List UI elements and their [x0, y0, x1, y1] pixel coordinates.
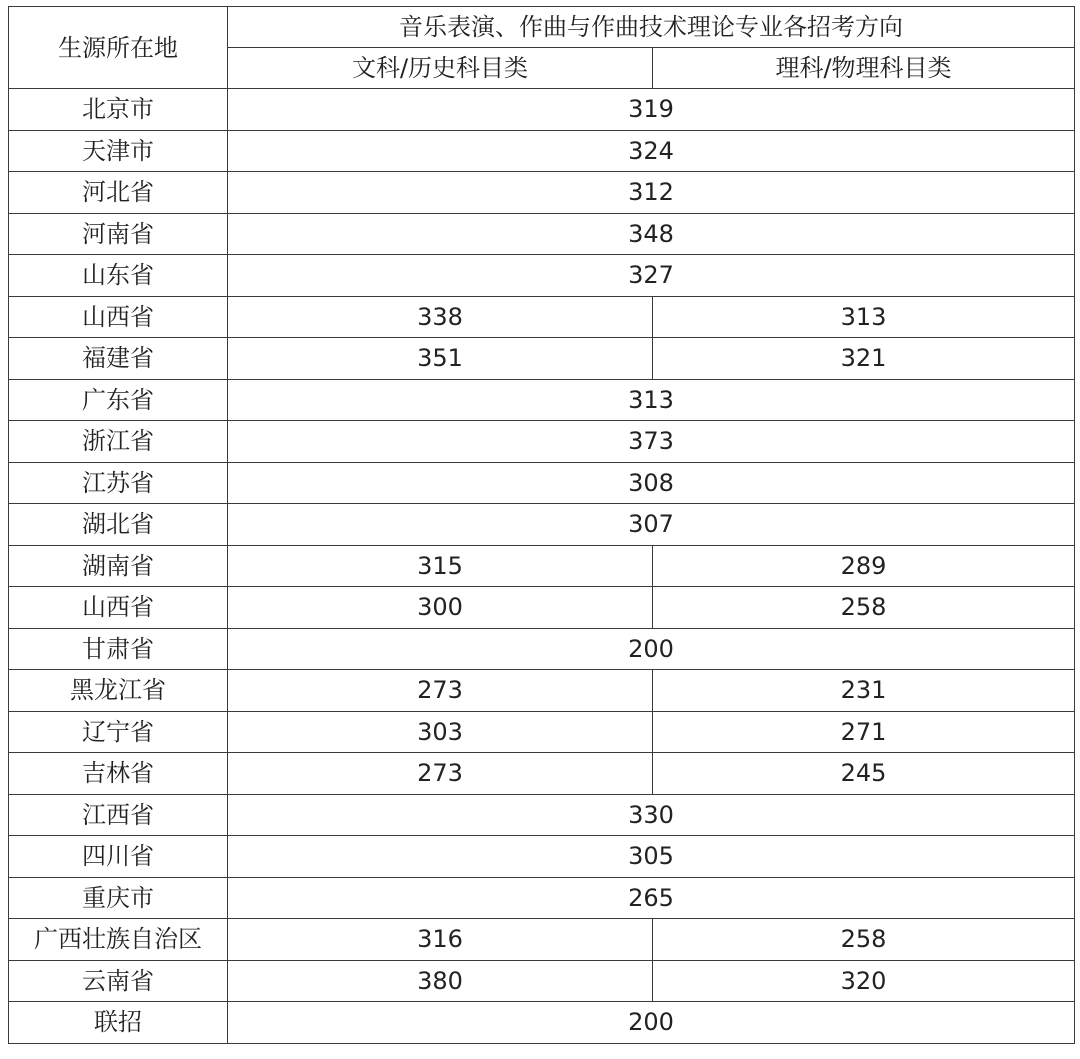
arts-column-header: 文科/历史科目类	[228, 48, 653, 89]
region-cell: 河北省	[9, 172, 228, 214]
table-row	[9, 545, 1075, 587]
region-cell: 浙江省	[9, 421, 228, 463]
table-row	[9, 89, 1075, 131]
science-score-cell: 289	[653, 545, 1075, 587]
region-cell: 河南省	[9, 213, 228, 255]
table-row	[9, 130, 1075, 172]
arts-score-cell: 303	[228, 711, 653, 753]
table-row	[9, 670, 1075, 712]
table-row	[9, 504, 1075, 546]
science-score-cell: 258	[653, 587, 1075, 629]
table-row	[9, 172, 1075, 214]
region-column-header: 生源所在地	[9, 7, 228, 89]
combined-score-cell: 307	[228, 504, 1075, 546]
combined-score-cell: 330	[228, 794, 1075, 836]
score-table	[8, 6, 1075, 1044]
science-score-cell: 271	[653, 711, 1075, 753]
combined-score-cell: 200	[228, 628, 1075, 670]
region-cell: 山东省	[9, 255, 228, 297]
region-cell: 湖北省	[9, 504, 228, 546]
table-row	[9, 960, 1075, 1002]
combined-score-cell: 324	[228, 130, 1075, 172]
table-row	[9, 711, 1075, 753]
combined-score-cell: 348	[228, 213, 1075, 255]
table-header	[9, 7, 1075, 89]
region-cell: 四川省	[9, 836, 228, 878]
combined-score-cell: 319	[228, 89, 1075, 131]
table-row	[9, 338, 1075, 380]
combined-score-cell: 312	[228, 172, 1075, 214]
arts-score-cell: 380	[228, 960, 653, 1002]
arts-score-cell: 300	[228, 587, 653, 629]
science-score-cell: 258	[653, 919, 1075, 961]
table-row	[9, 836, 1075, 878]
table-body	[9, 89, 1075, 1044]
region-cell: 北京市	[9, 89, 228, 131]
region-cell: 广东省	[9, 379, 228, 421]
region-cell: 甘肃省	[9, 628, 228, 670]
region-cell: 吉林省	[9, 753, 228, 795]
table-row	[9, 462, 1075, 504]
table-row	[9, 421, 1075, 463]
group-column-header: 音乐表演、作曲与作曲技术理论专业各招考方向	[228, 7, 1075, 48]
arts-score-cell: 316	[228, 919, 653, 961]
arts-score-cell: 351	[228, 338, 653, 380]
region-cell: 江苏省	[9, 462, 228, 504]
region-cell: 云南省	[9, 960, 228, 1002]
region-cell: 广西壮族自治区	[9, 919, 228, 961]
arts-score-cell: 315	[228, 545, 653, 587]
header-row-top	[9, 7, 1075, 48]
table-row	[9, 877, 1075, 919]
region-cell: 福建省	[9, 338, 228, 380]
region-cell: 山西省	[9, 587, 228, 629]
region-cell: 辽宁省	[9, 711, 228, 753]
table-row	[9, 255, 1075, 297]
table-row	[9, 794, 1075, 836]
arts-score-cell: 273	[228, 753, 653, 795]
region-cell: 山西省	[9, 296, 228, 338]
combined-score-cell: 200	[228, 1002, 1075, 1044]
arts-score-cell: 338	[228, 296, 653, 338]
science-score-cell: 231	[653, 670, 1075, 712]
table-row	[9, 1002, 1075, 1044]
science-score-cell: 245	[653, 753, 1075, 795]
table-row	[9, 379, 1075, 421]
table-row	[9, 919, 1075, 961]
region-cell: 重庆市	[9, 877, 228, 919]
science-score-cell: 320	[653, 960, 1075, 1002]
combined-score-cell: 313	[228, 379, 1075, 421]
region-cell: 湖南省	[9, 545, 228, 587]
combined-score-cell: 308	[228, 462, 1075, 504]
table-row	[9, 628, 1075, 670]
region-cell: 联招	[9, 1002, 228, 1044]
science-score-cell: 321	[653, 338, 1075, 380]
science-score-cell: 313	[653, 296, 1075, 338]
region-cell: 江西省	[9, 794, 228, 836]
table-row	[9, 587, 1075, 629]
combined-score-cell: 305	[228, 836, 1075, 878]
table-row	[9, 753, 1075, 795]
science-column-header: 理科/物理科目类	[653, 48, 1075, 89]
table-row	[9, 213, 1075, 255]
arts-score-cell: 273	[228, 670, 653, 712]
region-cell: 天津市	[9, 130, 228, 172]
combined-score-cell: 265	[228, 877, 1075, 919]
combined-score-cell: 327	[228, 255, 1075, 297]
combined-score-cell: 373	[228, 421, 1075, 463]
region-cell: 黑龙江省	[9, 670, 228, 712]
table-row	[9, 296, 1075, 338]
